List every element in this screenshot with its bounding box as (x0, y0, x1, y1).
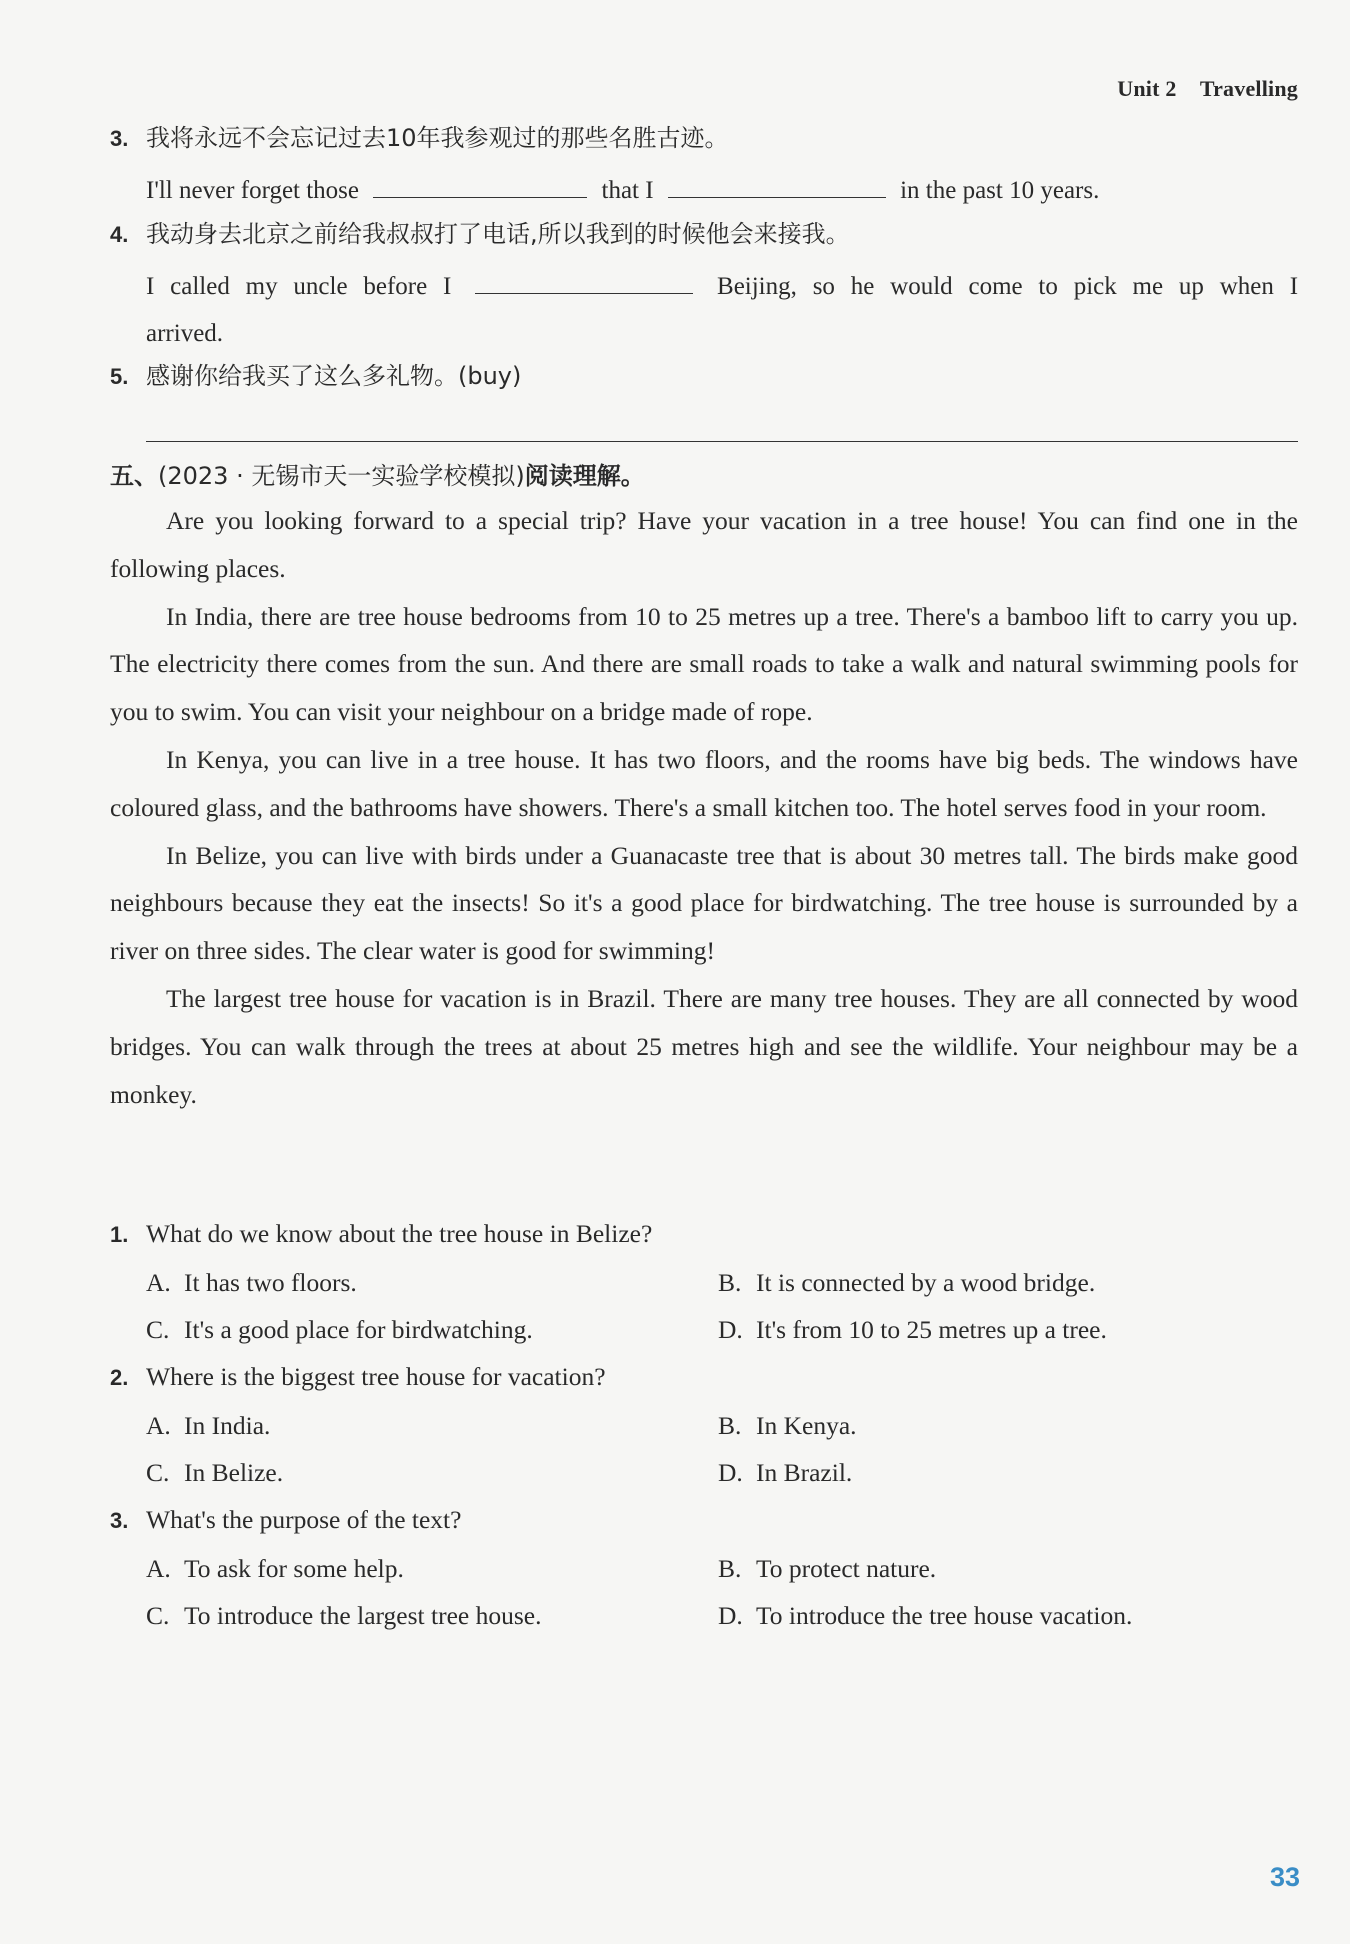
answer-blank[interactable] (668, 196, 886, 198)
question-1 (110, 1210, 1298, 1354)
option-text: To introduce the tree house vacation. (756, 1601, 1133, 1631)
chinese-sentence: 感谢你给我买了这么多礼物。(buy) (146, 362, 522, 390)
option-d[interactable] (718, 1306, 1298, 1354)
running-header (1117, 76, 1298, 102)
question-text: What's the purpose of the text? (146, 1505, 462, 1534)
unit-label: Unit 2 (1117, 76, 1177, 101)
section-task: 阅读理解。 (524, 462, 645, 490)
question-number: 3. (110, 1508, 129, 1533)
option-letter: B. (718, 1553, 742, 1583)
sentence-fragment: I'll never forget those (146, 177, 360, 204)
translation-item-5 (110, 356, 1298, 397)
item-number: 5. (110, 364, 129, 389)
item-number: 4. (110, 222, 129, 247)
option-text: It has two floors. (184, 1267, 357, 1297)
option-letter: C. (146, 1315, 170, 1345)
option-text: To protect nature. (756, 1553, 937, 1583)
question-number: 1. (110, 1222, 129, 1247)
question-stem (110, 1353, 1298, 1402)
option-letter: A. (146, 1553, 171, 1583)
english-sentence-continued: arrived. (146, 320, 224, 347)
option-b[interactable] (718, 1259, 1298, 1307)
question-text: Where is the biggest tree house for vacation? (146, 1362, 606, 1391)
option-text: It's a good place for birdwatching. (184, 1315, 533, 1345)
option-letter: D. (718, 1458, 743, 1488)
option-letter: D. (718, 1601, 743, 1631)
passage-paragraph: The largest tree house for vacation is in Brazil. There are many tree houses. They are all connected by wood bridges. You can walk through the trees at about 25 metres high and see the wildlife. Your neighbour may be a monkey. (110, 983, 1298, 1109)
english-sentence (110, 167, 1298, 214)
option-letter: D. (718, 1315, 743, 1345)
sentence-fragment: in the past 10 years. (900, 177, 1100, 204)
options (110, 1259, 1298, 1354)
option-text: It's from 10 to 25 metres up a tree. (756, 1315, 1107, 1345)
option-d[interactable] (718, 1449, 1298, 1497)
option-letter: C. (146, 1601, 170, 1631)
unit-topic: Travelling (1199, 76, 1298, 101)
options (110, 1545, 1298, 1640)
question-3 (110, 1496, 1298, 1640)
option-text: In India. (184, 1410, 271, 1440)
page-number: 33 (1269, 1862, 1300, 1892)
question-stem (110, 1210, 1298, 1259)
option-letter: B. (718, 1410, 742, 1440)
option-a[interactable] (146, 1402, 718, 1450)
answer-blank[interactable] (373, 196, 587, 198)
english-sentence (110, 263, 1298, 310)
option-b[interactable] (718, 1402, 1298, 1450)
option-text: In Brazil. (756, 1458, 853, 1488)
option-b[interactable] (718, 1545, 1298, 1593)
sentence-fragment: I called my uncle before I (146, 273, 452, 300)
option-d[interactable] (718, 1592, 1298, 1640)
passage-paragraph: In Belize, you can live with birds under a Guanacaste tree that is about 30 metres tall. The birds make good neighbours because they eat the insects! So it's a good place for birdwatching. The tree house is surrounded by a river on three sides. The clear water is good for swimming! (110, 840, 1298, 966)
option-letter: B. (718, 1267, 742, 1297)
option-text: It is connected by a wood bridge. (756, 1267, 1096, 1297)
option-text: In Kenya. (756, 1410, 857, 1440)
chinese-sentence: 我动身去北京之前给我叔叔打了电话,所以我到的时候他会来接我。 (146, 220, 850, 248)
chinese-sentence: 我将永远不会忘记过去10年我参观过的那些名胜古迹。 (146, 124, 729, 152)
section-title (110, 456, 645, 491)
section-number: 五、 (110, 462, 158, 490)
question-2 (110, 1353, 1298, 1497)
question-text: What do we know about the tree house in Belize? (146, 1219, 653, 1248)
option-letter: A. (146, 1410, 171, 1440)
sentence-fragment: that I (601, 177, 654, 204)
option-c[interactable] (146, 1449, 718, 1497)
translation-item-4 (110, 214, 1298, 357)
item-number: 3. (110, 126, 129, 151)
option-text: In Belize. (184, 1458, 284, 1488)
passage-paragraph: Are you looking forward to a special trip? Have your vacation in a tree house! You can find one in the following places. (110, 506, 1298, 583)
passage-paragraph: In India, there are tree house bedrooms from 10 to 25 metres up a tree. There's a bamboo lift to carry you up. The electricity there comes from the sun. And there are small roads to take a walk and natural swimming pools for you to swim. You can visit your neighbour on a bridge made of rope. (110, 601, 1298, 727)
passage-paragraph: In Kenya, you can live in a tree house. It has two floors, and the rooms have big beds. The windows have coloured glass, and the bathrooms have showers. There's a small kitchen too. The hotel serves food in your room. (110, 744, 1298, 822)
option-letter: A. (146, 1267, 171, 1297)
question-stem (110, 1496, 1298, 1545)
option-a[interactable] (146, 1259, 718, 1307)
option-a[interactable] (146, 1545, 718, 1593)
sentence-fragment: Beijing, so he would come to pick me up when I (717, 273, 1299, 300)
answer-line[interactable] (146, 440, 1298, 442)
answer-blank[interactable] (475, 292, 693, 294)
section-source: (2023 · 无锡市天一实验学校模拟) (158, 462, 525, 490)
option-c[interactable] (146, 1306, 718, 1354)
option-text: To ask for some help. (184, 1553, 404, 1583)
translation-item-3 (110, 118, 1298, 214)
question-number: 2. (110, 1365, 129, 1390)
reading-passage (110, 497, 1298, 1118)
option-c[interactable] (146, 1592, 718, 1640)
options (110, 1402, 1298, 1497)
option-letter: C. (146, 1458, 170, 1488)
option-text: To introduce the largest tree house. (184, 1601, 542, 1631)
